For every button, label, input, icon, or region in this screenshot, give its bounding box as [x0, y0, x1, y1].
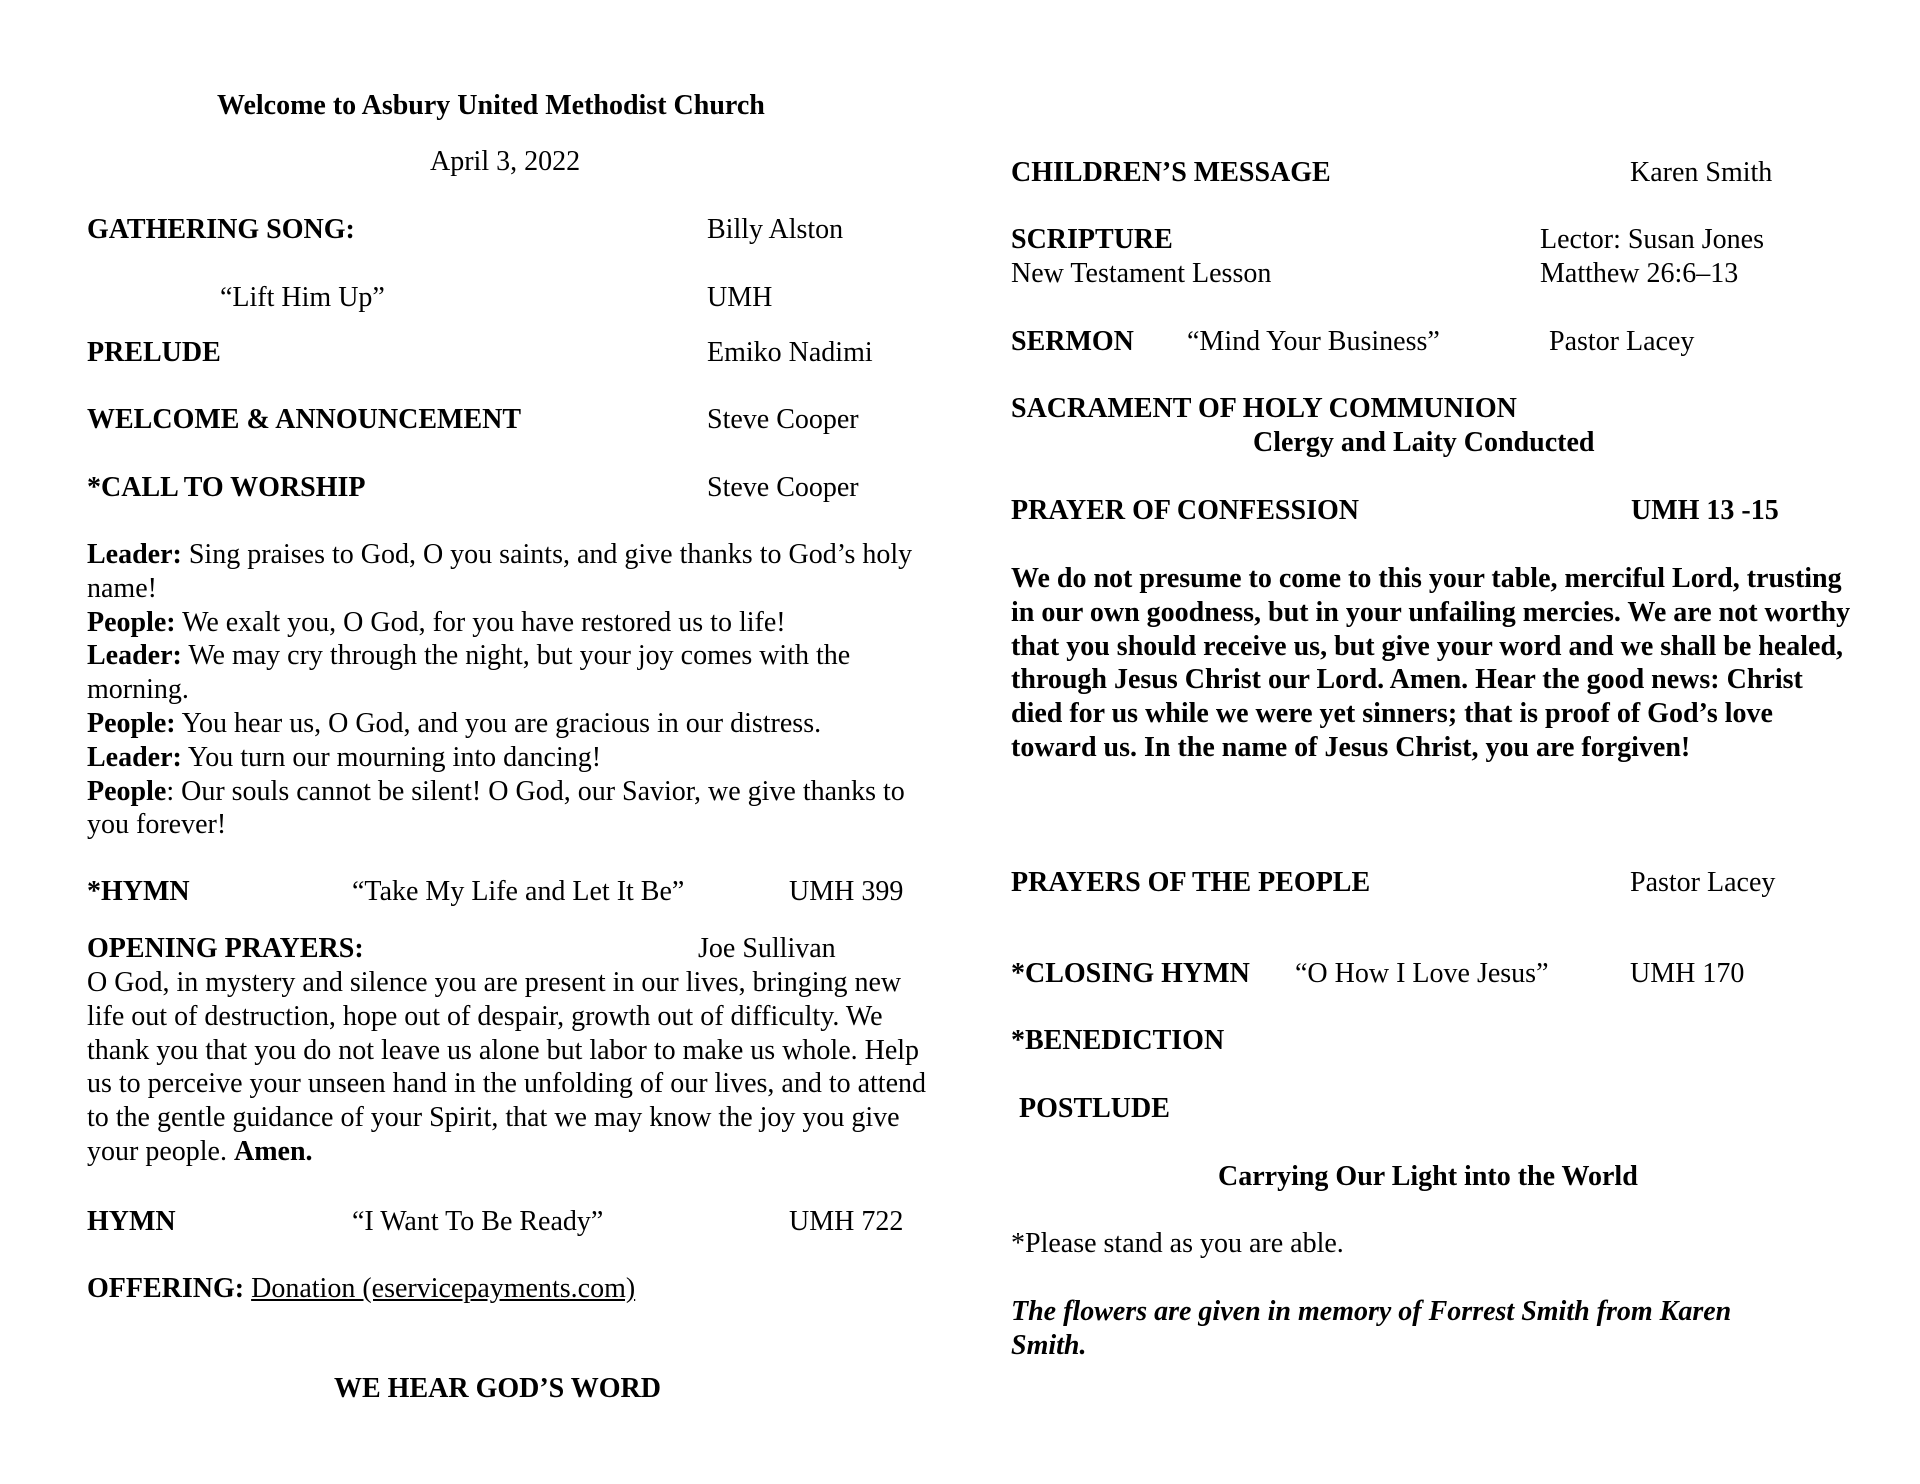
gathering-song-leader: Billy Alston: [707, 214, 844, 245]
opening-prayers-text: O God, in mystery and silence you are present in our lives, bringing new life out of destruction, hope out of despair, growth out of difficulty. We thank you that you do not leave us alone but labor to make us whole. Help us to perceive your unseen hand in the unfolding of our lives, and to attend to the gentle guidance of your Spirit, that we may know the joy you give your people. Amen.: [87, 967, 927, 1167]
welcome-leader: Steve Cooper: [707, 404, 859, 435]
closing-hymn-title: “O How I Love Jesus”: [1295, 958, 1549, 989]
service-date: April 3, 2022: [430, 146, 581, 177]
scripture-reference: Matthew 26:6–13: [1540, 258, 1739, 289]
hymn2-number: UMH 722: [789, 1206, 904, 1237]
donation-link[interactable]: Donation (eservicepayments.com): [251, 1273, 636, 1304]
call-to-worship-label: *CALL TO WORSHIP: [87, 472, 366, 503]
we-hear-gods-word-heading: WE HEAR GOD’S WORD: [334, 1373, 661, 1404]
childrens-message-label: CHILDREN’S MESSAGE: [1011, 157, 1331, 188]
amen: Amen.: [233, 1135, 313, 1167]
sacrament-subtitle: Clergy and Laity Conducted: [1253, 427, 1595, 458]
litany-line: Leader: We may cry through the night, but your joy comes with the morning.: [87, 640, 851, 706]
scripture-label: SCRIPTURE: [1011, 224, 1173, 255]
prayers-people-label: PRAYERS OF THE PEOPLE: [1011, 867, 1371, 898]
litany-line: People: We exalt you, O God, for you have restored us to life!: [87, 606, 786, 638]
confession-text: We do not presume to come to this your table, merciful Lord, trusting in our own goodness, but in your unfailing mercies. We are not worthy that you should receive us, but give your word and we shall be healed, through Jesus Christ our Lord. Amen. Hear the good news: Christ died for us while we were yet sinners; that is proof of God’s love toward us. In the name of Jesus Christ, you are forgiven!: [1011, 563, 1851, 763]
stand-note: *Please stand as you are able.: [1011, 1228, 1344, 1259]
childrens-message-leader: Karen Smith: [1630, 157, 1773, 188]
hymn1-number: UMH 399: [789, 876, 904, 907]
prelude-label: PRELUDE: [87, 337, 221, 368]
welcome-title: Welcome to Asbury United Methodist Church: [217, 90, 765, 121]
carrying-heading: Carrying Our Light into the World: [1218, 1161, 1638, 1192]
hymn1-title: “Take My Life and Let It Be”: [352, 876, 685, 907]
sermon-leader: Pastor Lacey: [1549, 326, 1695, 357]
litany-line: People: You hear us, O God, and you are gracious in our distress.: [87, 707, 822, 739]
prelude-leader: Emiko Nadimi: [707, 337, 873, 368]
confession-label: PRAYER OF CONFESSION: [1011, 495, 1359, 526]
litany-line: People: Our souls cannot be silent! O God, our Savior, we give thanks to you forever!: [87, 775, 905, 841]
sermon-label: SERMON: [1011, 326, 1134, 357]
hymn2-title: “I Want To Be Ready”: [352, 1206, 604, 1237]
gathering-song-source: UMH: [707, 282, 773, 313]
benediction-label: *BENEDICTION: [1011, 1025, 1225, 1056]
welcome-label: WELCOME & ANNOUNCEMENT: [87, 404, 522, 435]
gathering-song-title: “Lift Him Up”: [220, 282, 385, 313]
sacrament-label: SACRAMENT OF HOLY COMMUNION: [1011, 393, 1517, 424]
closing-hymn-number: UMH 170: [1630, 958, 1745, 989]
litany-line: Leader: Sing praises to God, O you saints, and give thanks to God’s holy name!: [87, 539, 913, 604]
sermon-title: “Mind Your Business”: [1187, 326, 1440, 357]
flowers-note: The flowers are given in memory of Forrest Smith from Karen Smith.: [1011, 1296, 1732, 1361]
scripture-lesson: New Testament Lesson: [1011, 258, 1272, 289]
closing-hymn-label: *CLOSING HYMN: [1011, 958, 1250, 989]
hymn2-label: HYMN: [87, 1206, 176, 1237]
scripture-lector: Lector: Susan Jones: [1540, 224, 1764, 255]
opening-prayers-leader: Joe Sullivan: [698, 933, 836, 964]
offering-label: OFFERING:: [87, 1273, 245, 1304]
prayers-people-leader: Pastor Lacey: [1630, 867, 1776, 898]
hymn1-label: *HYMN: [87, 876, 190, 907]
confession-number: UMH 13 -15: [1631, 495, 1779, 526]
call-to-worship-leader: Steve Cooper: [707, 472, 859, 503]
offering-row: [87, 1272, 635, 1306]
postlude-label: POSTLUDE: [1019, 1093, 1170, 1124]
call-to-worship-litany: [87, 538, 927, 842]
opening-prayers-label: OPENING PRAYERS:: [87, 933, 364, 964]
gathering-song-label: GATHERING SONG:: [87, 214, 355, 245]
litany-line: Leader: You turn our mourning into dancing!: [87, 741, 602, 773]
